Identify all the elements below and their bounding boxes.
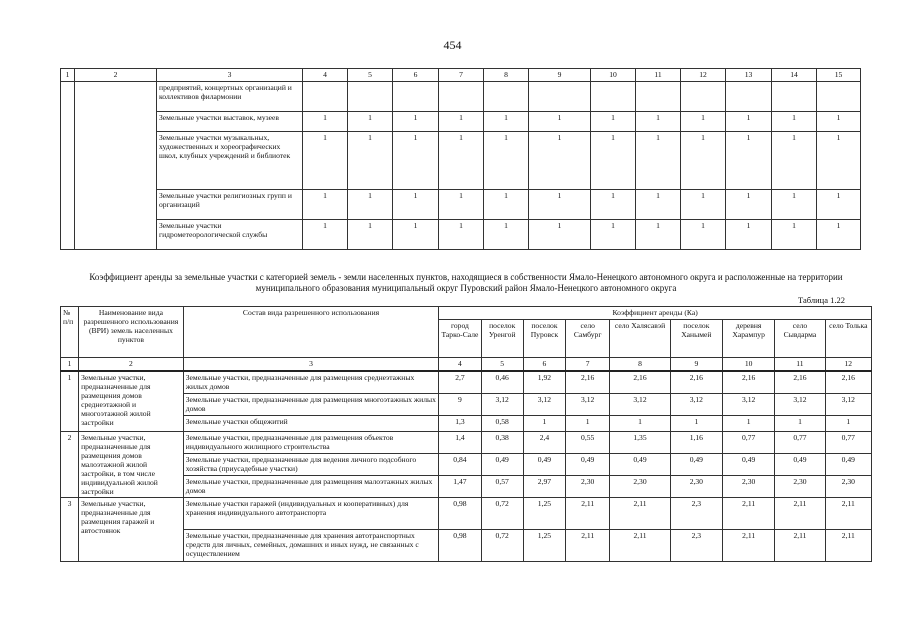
settlement-header: село Сывдарма [775, 320, 825, 358]
column-number-cell: 7 [566, 358, 610, 372]
column-number-cell: 10 [591, 69, 636, 82]
coefficient-cell: 3,12 [670, 393, 722, 415]
value-cell: 1 [393, 112, 439, 132]
row-name-cell: Земельные участки музыкальных, художественных и хореографических школ, клубных учреждений и библиотек [157, 132, 303, 190]
coefficient-cell: 1 [723, 415, 775, 431]
coefficient-cell: 2,30 [566, 475, 610, 497]
column-number-cell: 6 [393, 69, 439, 82]
value-cell: 1 [348, 220, 393, 250]
value-cell: 1 [591, 220, 636, 250]
coefficient-cell: 0,49 [610, 453, 670, 475]
value-cell: 1 [303, 132, 348, 190]
coefficient-cell: 1,4 [439, 431, 481, 453]
settlement-header: поселок Пуровск [523, 320, 565, 358]
column-number-cell: 13 [726, 69, 772, 82]
settlement-header: село Толька [825, 320, 871, 358]
value-cell: 1 [529, 132, 591, 190]
composition-cell: Земельные участки общежитий [183, 415, 439, 431]
vri-name-cell: Земельные участки, предназначенные для размещения гаражей и автостоянок [79, 497, 184, 561]
coefficient-cell: 2,30 [723, 475, 775, 497]
coefficient-cell: 0,72 [481, 529, 523, 561]
coefficient-cell: 2,11 [610, 529, 670, 561]
coefficient-cell: 1 [825, 415, 871, 431]
coefficient-cell: 2,3 [670, 497, 722, 529]
coefficient-cell: 0,77 [775, 431, 825, 453]
value-cell: 1 [393, 190, 439, 220]
column-number-cell: 8 [610, 358, 670, 372]
value-cell: 1 [439, 190, 484, 220]
column-number-cell: 11 [775, 358, 825, 372]
coefficient-cell: 3,12 [775, 393, 825, 415]
value-cell: 1 [529, 112, 591, 132]
coefficient-cell: 0,49 [523, 453, 565, 475]
coefficient-cell: 2,11 [566, 529, 610, 561]
value-cell: 1 [484, 112, 529, 132]
coefficient-cell: 0,46 [481, 371, 523, 393]
coefficient-cell: 1,25 [523, 529, 565, 561]
group-number-cell: 2 [61, 431, 79, 497]
column-number-cell: 8 [484, 69, 529, 82]
row-name-cell: предприятий, концертных организаций и коллективов филармонии [157, 82, 303, 112]
coefficient-cell: 0,72 [481, 497, 523, 529]
coefficient-cell: 9 [439, 393, 481, 415]
coefficient-cell: 0,77 [723, 431, 775, 453]
value-cell: 1 [681, 220, 726, 250]
coefficient-cell: 2,16 [825, 371, 871, 393]
column-header-composition: Состав вида разрешенного использования [183, 307, 439, 358]
coefficient-cell: 0,55 [566, 431, 610, 453]
column-number-cell: 3 [157, 69, 303, 82]
value-cell [484, 82, 529, 112]
coefficient-cell: 2,30 [825, 475, 871, 497]
table-row [61, 497, 872, 529]
value-cell: 1 [681, 132, 726, 190]
table-row [61, 371, 872, 393]
table-row [61, 190, 861, 220]
vri-name-cell: Земельные участки, предназначенные для размещения домов малоэтажной жилой застройки, в том числе индивидуальной жилой застройки [79, 431, 184, 497]
coefficient-cell: 3,12 [481, 393, 523, 415]
coefficient-cell: 0,57 [481, 475, 523, 497]
composition-cell: Земельные участки, предназначенные для хранения автотранспортных средств для личных, семейных, домашних и иных нужд, не связанных с осуществлением [183, 529, 439, 561]
header-row [61, 307, 872, 320]
settlement-header: город Тарко-Сале [439, 320, 481, 358]
value-cell: 1 [636, 132, 681, 190]
coefficient-cell: 2,16 [566, 371, 610, 393]
value-cell [303, 82, 348, 112]
coefficient-cell: 1,25 [523, 497, 565, 529]
column-number-cell: 5 [481, 358, 523, 372]
table-label: Таблица 1.22 [798, 295, 845, 305]
vri-name-cell: Земельные участки, предназначенные для размещения домов среднеэтажной и многоэтажной жилой застройки [79, 371, 184, 431]
value-cell: 1 [817, 220, 861, 250]
coefficient-cell: 0,49 [566, 453, 610, 475]
settlement-header: село Халясавэй [610, 320, 670, 358]
column-number-cell: 12 [681, 69, 726, 82]
column-number-cell: 1 [61, 358, 79, 372]
column-header-number: № п/п [61, 307, 79, 358]
value-cell [636, 82, 681, 112]
value-cell [726, 82, 772, 112]
value-cell [529, 82, 591, 112]
group-number-cell: 1 [61, 371, 79, 431]
value-cell: 1 [636, 112, 681, 132]
coefficient-cell: 2,11 [825, 497, 871, 529]
column-number-cell: 14 [772, 69, 817, 82]
coefficient-cell: 1 [670, 415, 722, 431]
coefficient-cell: 2,16 [775, 371, 825, 393]
coefficient-cell: 1,3 [439, 415, 481, 431]
value-cell [393, 82, 439, 112]
empty-cell [61, 82, 75, 250]
composition-cell: Земельные участки гаражей (индивидуальных и кооперативных) для хранения индивидуального автотранспорта [183, 497, 439, 529]
composition-cell: Земельные участки, предназначенные для размещения среднеэтажных жилых домов [183, 371, 439, 393]
value-cell: 1 [348, 190, 393, 220]
column-number-cell: 2 [75, 69, 157, 82]
coefficient-cell: 2,11 [610, 497, 670, 529]
coefficient-cell: 0,49 [723, 453, 775, 475]
value-cell: 1 [439, 220, 484, 250]
table-row [61, 82, 861, 112]
value-cell: 1 [772, 112, 817, 132]
value-cell: 1 [817, 190, 861, 220]
settlement-header: поселок Ханымей [670, 320, 722, 358]
column-number-cell: 9 [670, 358, 722, 372]
coefficient-cell: 2,11 [723, 497, 775, 529]
coefficient-cell: 3,12 [825, 393, 871, 415]
coefficient-cell: 3,12 [523, 393, 565, 415]
coefficient-cell: 2,97 [523, 475, 565, 497]
column-number-cell: 5 [348, 69, 393, 82]
column-number-cell: 15 [817, 69, 861, 82]
coefficient-cell: 2,11 [775, 529, 825, 561]
column-number-cell: 4 [303, 69, 348, 82]
value-cell: 1 [726, 132, 772, 190]
value-cell: 1 [303, 112, 348, 132]
value-cell [348, 82, 393, 112]
continuation-table [60, 68, 861, 250]
column-number-cell: 12 [825, 358, 871, 372]
value-cell [439, 82, 484, 112]
column-number-cell: 3 [183, 358, 439, 372]
value-cell: 1 [681, 112, 726, 132]
coefficient-cell: 2,16 [670, 371, 722, 393]
empty-cell [75, 82, 157, 250]
coefficient-cell: 2,30 [670, 475, 722, 497]
value-cell: 1 [636, 190, 681, 220]
value-cell: 1 [681, 190, 726, 220]
coefficient-cell: 3,12 [723, 393, 775, 415]
coefficient-cell: 2,11 [775, 497, 825, 529]
table-row [61, 220, 861, 250]
coefficient-cell: 1 [523, 415, 565, 431]
coefficient-cell: 2,7 [439, 371, 481, 393]
value-cell: 1 [303, 190, 348, 220]
coefficient-cell: 0,49 [670, 453, 722, 475]
value-cell: 1 [726, 220, 772, 250]
coefficient-cell: 2,4 [523, 431, 565, 453]
coefficient-cell: 1 [775, 415, 825, 431]
coefficient-cell: 0,49 [775, 453, 825, 475]
value-cell: 1 [348, 132, 393, 190]
value-cell: 1 [772, 132, 817, 190]
composition-cell: Земельные участки, предназначенные для размещения объектов индивидуального жилищного строительства [183, 431, 439, 453]
coefficient-cell: 2,30 [610, 475, 670, 497]
value-cell [681, 82, 726, 112]
value-cell: 1 [726, 190, 772, 220]
settlement-header: поселок Уренгой [481, 320, 523, 358]
header-row [61, 69, 861, 82]
table-row [61, 132, 861, 190]
coefficient-cell: 1,47 [439, 475, 481, 497]
lease-coefficient-table [60, 306, 872, 562]
group-number-cell: 3 [61, 497, 79, 561]
coefficient-cell: 2,11 [566, 497, 610, 529]
coefficient-cell: 0,49 [825, 453, 871, 475]
value-cell [817, 82, 861, 112]
coefficient-cell: 0,58 [481, 415, 523, 431]
column-header-vri: Наименование вида разрешенного использования (ВРИ) земель населенных пунктов [79, 307, 184, 358]
column-number-cell: 4 [439, 358, 481, 372]
coefficient-cell: 0,98 [439, 497, 481, 529]
composition-cell: Земельные участки, предназначенные для размещения малоэтажных жилых домов [183, 475, 439, 497]
row-name-cell: Земельные участки религиозных групп и организаций [157, 190, 303, 220]
column-header-coefficient: Коэффициент аренды (Ка) [439, 307, 872, 320]
value-cell: 1 [303, 220, 348, 250]
value-cell: 1 [348, 112, 393, 132]
column-number-row [61, 358, 872, 372]
value-cell: 1 [529, 190, 591, 220]
value-cell [591, 82, 636, 112]
coefficient-cell: 0,84 [439, 453, 481, 475]
coefficient-cell: 2,11 [825, 529, 871, 561]
value-cell: 1 [591, 132, 636, 190]
table-row [61, 431, 872, 453]
coefficient-cell: 1 [610, 415, 670, 431]
value-cell: 1 [484, 190, 529, 220]
coefficient-cell: 1,16 [670, 431, 722, 453]
table-caption: Коэффициент аренды за земельные участки с категорией земель - земли населенных пунктов, находящиеся в собственности Ямало-Ненецкого автономного округа и расположенные на территории муниципального образования муниципальный округ Пуровский район Ямало-Ненецкого автономного округа [89, 272, 843, 293]
value-cell: 1 [591, 112, 636, 132]
coefficient-cell: 1,35 [610, 431, 670, 453]
settlement-header: село Самбург [566, 320, 610, 358]
value-cell: 1 [484, 220, 529, 250]
table-row [61, 112, 861, 132]
coefficient-cell: 0,49 [481, 453, 523, 475]
value-cell: 1 [636, 220, 681, 250]
value-cell: 1 [817, 132, 861, 190]
column-number-cell: 9 [529, 69, 591, 82]
column-number-cell: 11 [636, 69, 681, 82]
value-cell: 1 [484, 132, 529, 190]
value-cell: 1 [439, 112, 484, 132]
column-number-cell: 2 [79, 358, 184, 372]
coefficient-cell: 2,3 [670, 529, 722, 561]
coefficient-cell: 0,38 [481, 431, 523, 453]
row-name-cell: Земельные участки гидрометеорологической службы [157, 220, 303, 250]
value-cell: 1 [439, 132, 484, 190]
composition-cell: Земельные участки, предназначенные для ведения личного подсобного хозяйства (приусадебные участки) [183, 453, 439, 475]
column-number-cell: 6 [523, 358, 565, 372]
column-number-cell: 1 [61, 69, 75, 82]
page-number: 454 [443, 38, 462, 52]
coefficient-cell: 2,11 [723, 529, 775, 561]
value-cell: 1 [393, 220, 439, 250]
value-cell: 1 [393, 132, 439, 190]
value-cell: 1 [817, 112, 861, 132]
coefficient-cell: 0,77 [825, 431, 871, 453]
value-cell: 1 [591, 190, 636, 220]
coefficient-cell: 2,30 [775, 475, 825, 497]
composition-cell: Земельные участки, предназначенные для размещения многоэтажных жилых домов [183, 393, 439, 415]
row-name-cell: Земельные участки выставок, музеев [157, 112, 303, 132]
coefficient-cell: 3,12 [566, 393, 610, 415]
coefficient-cell: 3,12 [610, 393, 670, 415]
value-cell: 1 [772, 190, 817, 220]
value-cell: 1 [772, 220, 817, 250]
coefficient-cell: 0,98 [439, 529, 481, 561]
settlement-header: деревня Харампур [723, 320, 775, 358]
column-number-cell: 10 [723, 358, 775, 372]
value-cell: 1 [529, 220, 591, 250]
coefficient-cell: 2,16 [610, 371, 670, 393]
value-cell [772, 82, 817, 112]
coefficient-cell: 2,16 [723, 371, 775, 393]
value-cell: 1 [726, 112, 772, 132]
column-number-cell: 7 [439, 69, 484, 82]
coefficient-cell: 1 [566, 415, 610, 431]
coefficient-cell: 1,92 [523, 371, 565, 393]
